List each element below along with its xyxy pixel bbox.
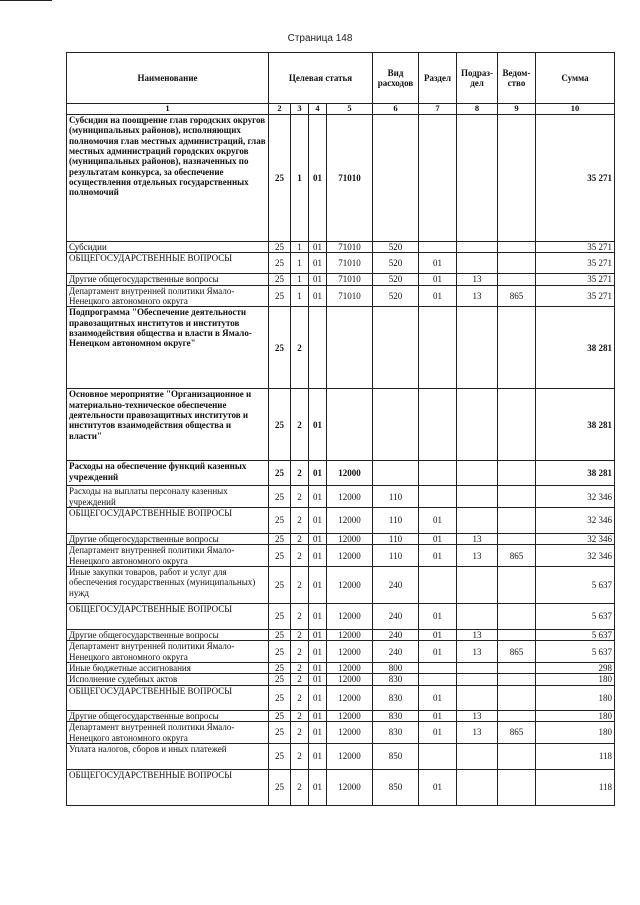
target-program: 25 (269, 663, 291, 674)
target-direction: 12000 (327, 461, 373, 486)
target-subprogram: 2 (291, 743, 309, 769)
expense-type: 830 (373, 674, 419, 685)
table-row (67, 389, 615, 461)
row-name: ОБЩЕГОСУДАРСТВЕННЫЕ ВОПРОСЫ (67, 604, 269, 630)
row-name: Иные закупки товаров, работ и услуг для обеспечения государственных (муниципальных) нужд (67, 567, 269, 604)
target-program: 25 (269, 253, 291, 274)
table-row (67, 567, 615, 604)
target-program: 25 (269, 769, 291, 805)
table-row (67, 604, 615, 630)
target-program: 25 (269, 641, 291, 663)
target-program: 25 (269, 722, 291, 744)
sum-value: 38 281 (536, 389, 615, 461)
target-event: 01 (309, 567, 327, 604)
target-program: 25 (269, 630, 291, 641)
target-direction: 12000 (327, 722, 373, 744)
section: 01 (419, 274, 457, 285)
target-direction: 12000 (327, 641, 373, 663)
sum-value: 35 271 (536, 242, 615, 253)
target-event: 01 (309, 743, 327, 769)
expense-type: 850 (373, 743, 419, 769)
section: 01 (419, 641, 457, 663)
target-direction: 12000 (327, 534, 373, 545)
page-label: Страница 148 (287, 33, 353, 44)
expense-type: 110 (373, 508, 419, 534)
department (498, 710, 536, 721)
subsection (457, 115, 498, 242)
row-name: Другие общегосударственные вопросы (67, 630, 269, 641)
department (498, 486, 536, 508)
section (419, 486, 457, 508)
table-row (67, 663, 615, 674)
target-subprogram: 2 (291, 307, 309, 389)
department: 865 (498, 722, 536, 744)
subsection: 13 (457, 641, 498, 663)
subsection (457, 743, 498, 769)
expense-type: 520 (373, 274, 419, 285)
table-row (67, 674, 615, 685)
column-number: 9 (498, 104, 536, 115)
section: 01 (419, 769, 457, 805)
sum-value: 35 271 (536, 115, 615, 242)
target-event: 01 (309, 641, 327, 663)
target-subprogram: 2 (291, 604, 309, 630)
sum-value: 35 271 (536, 285, 615, 307)
table-row (67, 545, 615, 567)
target-subprogram: 2 (291, 630, 309, 641)
sum-value: 180 (536, 674, 615, 685)
target-program: 25 (269, 389, 291, 461)
target-event: 01 (309, 630, 327, 641)
expense-type: 830 (373, 710, 419, 721)
target-program: 25 (269, 674, 291, 685)
subsection (457, 685, 498, 710)
expense-type: 110 (373, 545, 419, 567)
row-name: Департамент внутренней политики Ямало-Ненецкого автономного округа (67, 722, 269, 744)
subsection: 13 (457, 274, 498, 285)
row-name: Другие общегосударственные вопросы (67, 710, 269, 721)
target-direction: 12000 (327, 630, 373, 641)
target-subprogram: 2 (291, 486, 309, 508)
target-direction: 71010 (327, 115, 373, 242)
target-subprogram: 2 (291, 710, 309, 721)
target-direction: 71010 (327, 242, 373, 253)
department (498, 461, 536, 486)
header-row (67, 53, 615, 104)
table-body (67, 115, 615, 806)
department (498, 274, 536, 285)
sum-value: 298 (536, 663, 615, 674)
header-department: Ведом-ство (498, 53, 536, 104)
department (498, 630, 536, 641)
target-direction: 12000 (327, 486, 373, 508)
row-name: Основное мероприятие "Организационное и материально-техническое обеспечение деятельности правозащитных институтов и институтов взаимодействия общества и власти" (67, 389, 269, 461)
expense-type: 520 (373, 253, 419, 274)
target-direction (327, 389, 373, 461)
column-number: 6 (373, 104, 419, 115)
target-program: 25 (269, 486, 291, 508)
header-subsection: Подраз-дел (457, 53, 498, 104)
department (498, 663, 536, 674)
subsection: 13 (457, 710, 498, 721)
expense-type (373, 389, 419, 461)
table-row (67, 508, 615, 534)
expense-type: 850 (373, 769, 419, 805)
column-number: 8 (457, 104, 498, 115)
target-subprogram: 1 (291, 115, 309, 242)
section: 01 (419, 253, 457, 274)
expense-type: 240 (373, 604, 419, 630)
target-subprogram: 1 (291, 285, 309, 307)
target-event: 01 (309, 534, 327, 545)
target-direction: 71010 (327, 274, 373, 285)
department (498, 508, 536, 534)
header-target-article: Целевая статья (269, 53, 373, 104)
target-program: 25 (269, 461, 291, 486)
row-name: Исполнение судебных актов (67, 674, 269, 685)
section: 01 (419, 630, 457, 641)
target-program: 25 (269, 508, 291, 534)
target-event: 01 (309, 604, 327, 630)
table-row (67, 253, 615, 274)
row-name: ОБЩЕГОСУДАРСТВЕННЫЕ ВОПРОСЫ (67, 685, 269, 710)
department: 865 (498, 545, 536, 567)
target-event: 01 (309, 685, 327, 710)
sum-value: 180 (536, 710, 615, 721)
section (419, 663, 457, 674)
subsection (457, 461, 498, 486)
subsection (457, 508, 498, 534)
target-direction: 12000 (327, 743, 373, 769)
department (498, 743, 536, 769)
column-number: 7 (419, 104, 457, 115)
expense-type: 240 (373, 630, 419, 641)
target-subprogram: 2 (291, 663, 309, 674)
target-event: 01 (309, 710, 327, 721)
expense-type: 240 (373, 567, 419, 604)
table-row (67, 274, 615, 285)
sum-value: 38 281 (536, 307, 615, 389)
target-event: 01 (309, 274, 327, 285)
column-number-row (67, 104, 615, 115)
subsection (457, 604, 498, 630)
column-number: 2 (269, 104, 291, 115)
target-direction: 12000 (327, 710, 373, 721)
expense-type (373, 461, 419, 486)
column-number: 1 (67, 104, 269, 115)
target-event: 01 (309, 389, 327, 461)
target-subprogram: 2 (291, 461, 309, 486)
target-subprogram: 2 (291, 534, 309, 545)
table-row (67, 307, 615, 389)
section (419, 115, 457, 242)
section: 01 (419, 285, 457, 307)
department (498, 534, 536, 545)
expense-type: 830 (373, 722, 419, 744)
department (498, 674, 536, 685)
expense-type: 830 (373, 685, 419, 710)
target-program: 25 (269, 743, 291, 769)
target-direction: 12000 (327, 769, 373, 805)
sum-value: 5 637 (536, 604, 615, 630)
column-number: 5 (327, 104, 373, 115)
section: 01 (419, 508, 457, 534)
header-name: Наименование (67, 53, 269, 104)
row-name: ОБЩЕГОСУДАРСТВЕННЫЕ ВОПРОСЫ (67, 508, 269, 534)
subsection (457, 253, 498, 274)
sum-value: 180 (536, 722, 615, 744)
target-subprogram: 2 (291, 685, 309, 710)
sum-value: 180 (536, 685, 615, 710)
table-row (67, 534, 615, 545)
target-program: 25 (269, 115, 291, 242)
row-name: ОБЩЕГОСУДАРСТВЕННЫЕ ВОПРОСЫ (67, 769, 269, 805)
table-row (67, 461, 615, 486)
expense-type: 240 (373, 641, 419, 663)
sum-value: 38 281 (536, 461, 615, 486)
subsection: 13 (457, 534, 498, 545)
target-program: 25 (269, 274, 291, 285)
sum-value: 118 (536, 769, 615, 805)
target-program: 25 (269, 545, 291, 567)
target-subprogram: 2 (291, 508, 309, 534)
expense-type: 800 (373, 663, 419, 674)
target-subprogram: 2 (291, 389, 309, 461)
sum-value: 32 346 (536, 486, 615, 508)
target-subprogram: 1 (291, 242, 309, 253)
target-event: 01 (309, 486, 327, 508)
target-direction (327, 307, 373, 389)
sum-value: 32 346 (536, 534, 615, 545)
row-name: Подпрограмма "Обеспечение деятельности правозащитных институтов и институтов взаимодействия общества и власти в Ямало-Ненецком автономном округе" (67, 307, 269, 389)
target-subprogram: 2 (291, 769, 309, 805)
target-subprogram: 2 (291, 641, 309, 663)
department: 865 (498, 285, 536, 307)
target-subprogram: 2 (291, 545, 309, 567)
target-event: 01 (309, 663, 327, 674)
department (498, 604, 536, 630)
row-name: Расходы на обеспечение функций казенных учреждений (67, 461, 269, 486)
target-direction: 71010 (327, 285, 373, 307)
section: 01 (419, 685, 457, 710)
target-event: 01 (309, 461, 327, 486)
column-number: 3 (291, 104, 309, 115)
target-event: 01 (309, 769, 327, 805)
target-direction: 12000 (327, 674, 373, 685)
expense-type: 110 (373, 486, 419, 508)
subsection: 13 (457, 545, 498, 567)
expense-type: 520 (373, 285, 419, 307)
row-name: Другие общегосударственные вопросы (67, 534, 269, 545)
target-program: 25 (269, 685, 291, 710)
header-expense-type: Вид расходов (373, 53, 419, 104)
sum-value: 32 346 (536, 508, 615, 534)
section (419, 567, 457, 604)
target-program: 25 (269, 307, 291, 389)
expense-type (373, 307, 419, 389)
section (419, 389, 457, 461)
subsection (457, 242, 498, 253)
target-direction: 12000 (327, 604, 373, 630)
target-direction: 12000 (327, 508, 373, 534)
department: 865 (498, 641, 536, 663)
section (419, 743, 457, 769)
section (419, 242, 457, 253)
section: 01 (419, 722, 457, 744)
sum-value: 5 637 (536, 641, 615, 663)
sum-value: 35 271 (536, 274, 615, 285)
target-event (309, 307, 327, 389)
expense-type: 520 (373, 242, 419, 253)
target-program: 25 (269, 710, 291, 721)
table-row (67, 769, 615, 805)
sum-value: 5 637 (536, 630, 615, 641)
target-program: 25 (269, 604, 291, 630)
target-subprogram: 1 (291, 274, 309, 285)
table-row (67, 743, 615, 769)
subsection (457, 663, 498, 674)
table-row (67, 486, 615, 508)
section: 01 (419, 710, 457, 721)
subsection (457, 389, 498, 461)
row-name: ОБЩЕГОСУДАРСТВЕННЫЕ ВОПРОСЫ (67, 253, 269, 274)
section: 01 (419, 545, 457, 567)
section (419, 307, 457, 389)
department (498, 769, 536, 805)
department (498, 567, 536, 604)
subsection (457, 567, 498, 604)
subsection (457, 307, 498, 389)
sum-value: 5 637 (536, 567, 615, 604)
target-event: 01 (309, 242, 327, 253)
target-event: 01 (309, 115, 327, 242)
target-event: 01 (309, 253, 327, 274)
target-event: 01 (309, 722, 327, 744)
target-subprogram: 2 (291, 567, 309, 604)
row-name: Уплата налогов, сборов и иных платежей (67, 743, 269, 769)
target-direction: 12000 (327, 685, 373, 710)
row-name: Иные бюджетные ассигнования (67, 663, 269, 674)
row-name: Департамент внутренней политики Ямало-Ненецкого автономного округа (67, 285, 269, 307)
top-rule (0, 0, 52, 1)
expense-type: 110 (373, 534, 419, 545)
target-program: 25 (269, 567, 291, 604)
row-name: Субсидия на поощрение глав городских округов (муниципальных районов), исполняющих полномочия глав местных администраций, глав местных администраций городских округов (муниципальных районов), назначенных по результатам конкурса, за обеспечение осуществления отдельных государственных полномочий (67, 115, 269, 242)
target-subprogram: 2 (291, 722, 309, 744)
subsection (457, 674, 498, 685)
table-row (67, 685, 615, 710)
target-subprogram: 1 (291, 253, 309, 274)
target-direction: 71010 (327, 253, 373, 274)
table-row (67, 710, 615, 721)
subsection: 13 (457, 285, 498, 307)
column-number: 4 (309, 104, 327, 115)
department (498, 685, 536, 710)
target-subprogram: 2 (291, 674, 309, 685)
department (498, 389, 536, 461)
subsection: 13 (457, 722, 498, 744)
target-event: 01 (309, 508, 327, 534)
department (498, 253, 536, 274)
header-sum: Сумма (536, 53, 615, 104)
target-direction: 12000 (327, 545, 373, 567)
section (419, 461, 457, 486)
row-name: Субсидии (67, 242, 269, 253)
budget-table (66, 52, 615, 806)
row-name: Другие общегосударственные вопросы (67, 274, 269, 285)
row-name: Департамент внутренней политики Ямало-Ненецкого автономного округа (67, 641, 269, 663)
table-row (67, 630, 615, 641)
target-event: 01 (309, 674, 327, 685)
section (419, 674, 457, 685)
target-direction: 12000 (327, 663, 373, 674)
section: 01 (419, 534, 457, 545)
target-event: 01 (309, 285, 327, 307)
table-row (67, 115, 615, 242)
header-section: Раздел (419, 53, 457, 104)
target-program: 25 (269, 242, 291, 253)
subsection: 13 (457, 630, 498, 641)
section: 01 (419, 604, 457, 630)
subsection (457, 769, 498, 805)
table-row (67, 285, 615, 307)
row-name: Расходы на выплаты персоналу казенных учреждений (67, 486, 269, 508)
department (498, 242, 536, 253)
sum-value: 35 271 (536, 253, 615, 274)
row-name: Департамент внутренней политики Ямало-Ненецкого автономного округа (67, 545, 269, 567)
target-program: 25 (269, 534, 291, 545)
sum-value: 118 (536, 743, 615, 769)
table-row (67, 722, 615, 744)
expense-type (373, 115, 419, 242)
table-row (67, 242, 615, 253)
department (498, 307, 536, 389)
department (498, 115, 536, 242)
target-program: 25 (269, 285, 291, 307)
target-event: 01 (309, 545, 327, 567)
target-direction: 12000 (327, 567, 373, 604)
table-row (67, 641, 615, 663)
subsection (457, 486, 498, 508)
sum-value: 32 346 (536, 545, 615, 567)
column-number: 10 (536, 104, 615, 115)
